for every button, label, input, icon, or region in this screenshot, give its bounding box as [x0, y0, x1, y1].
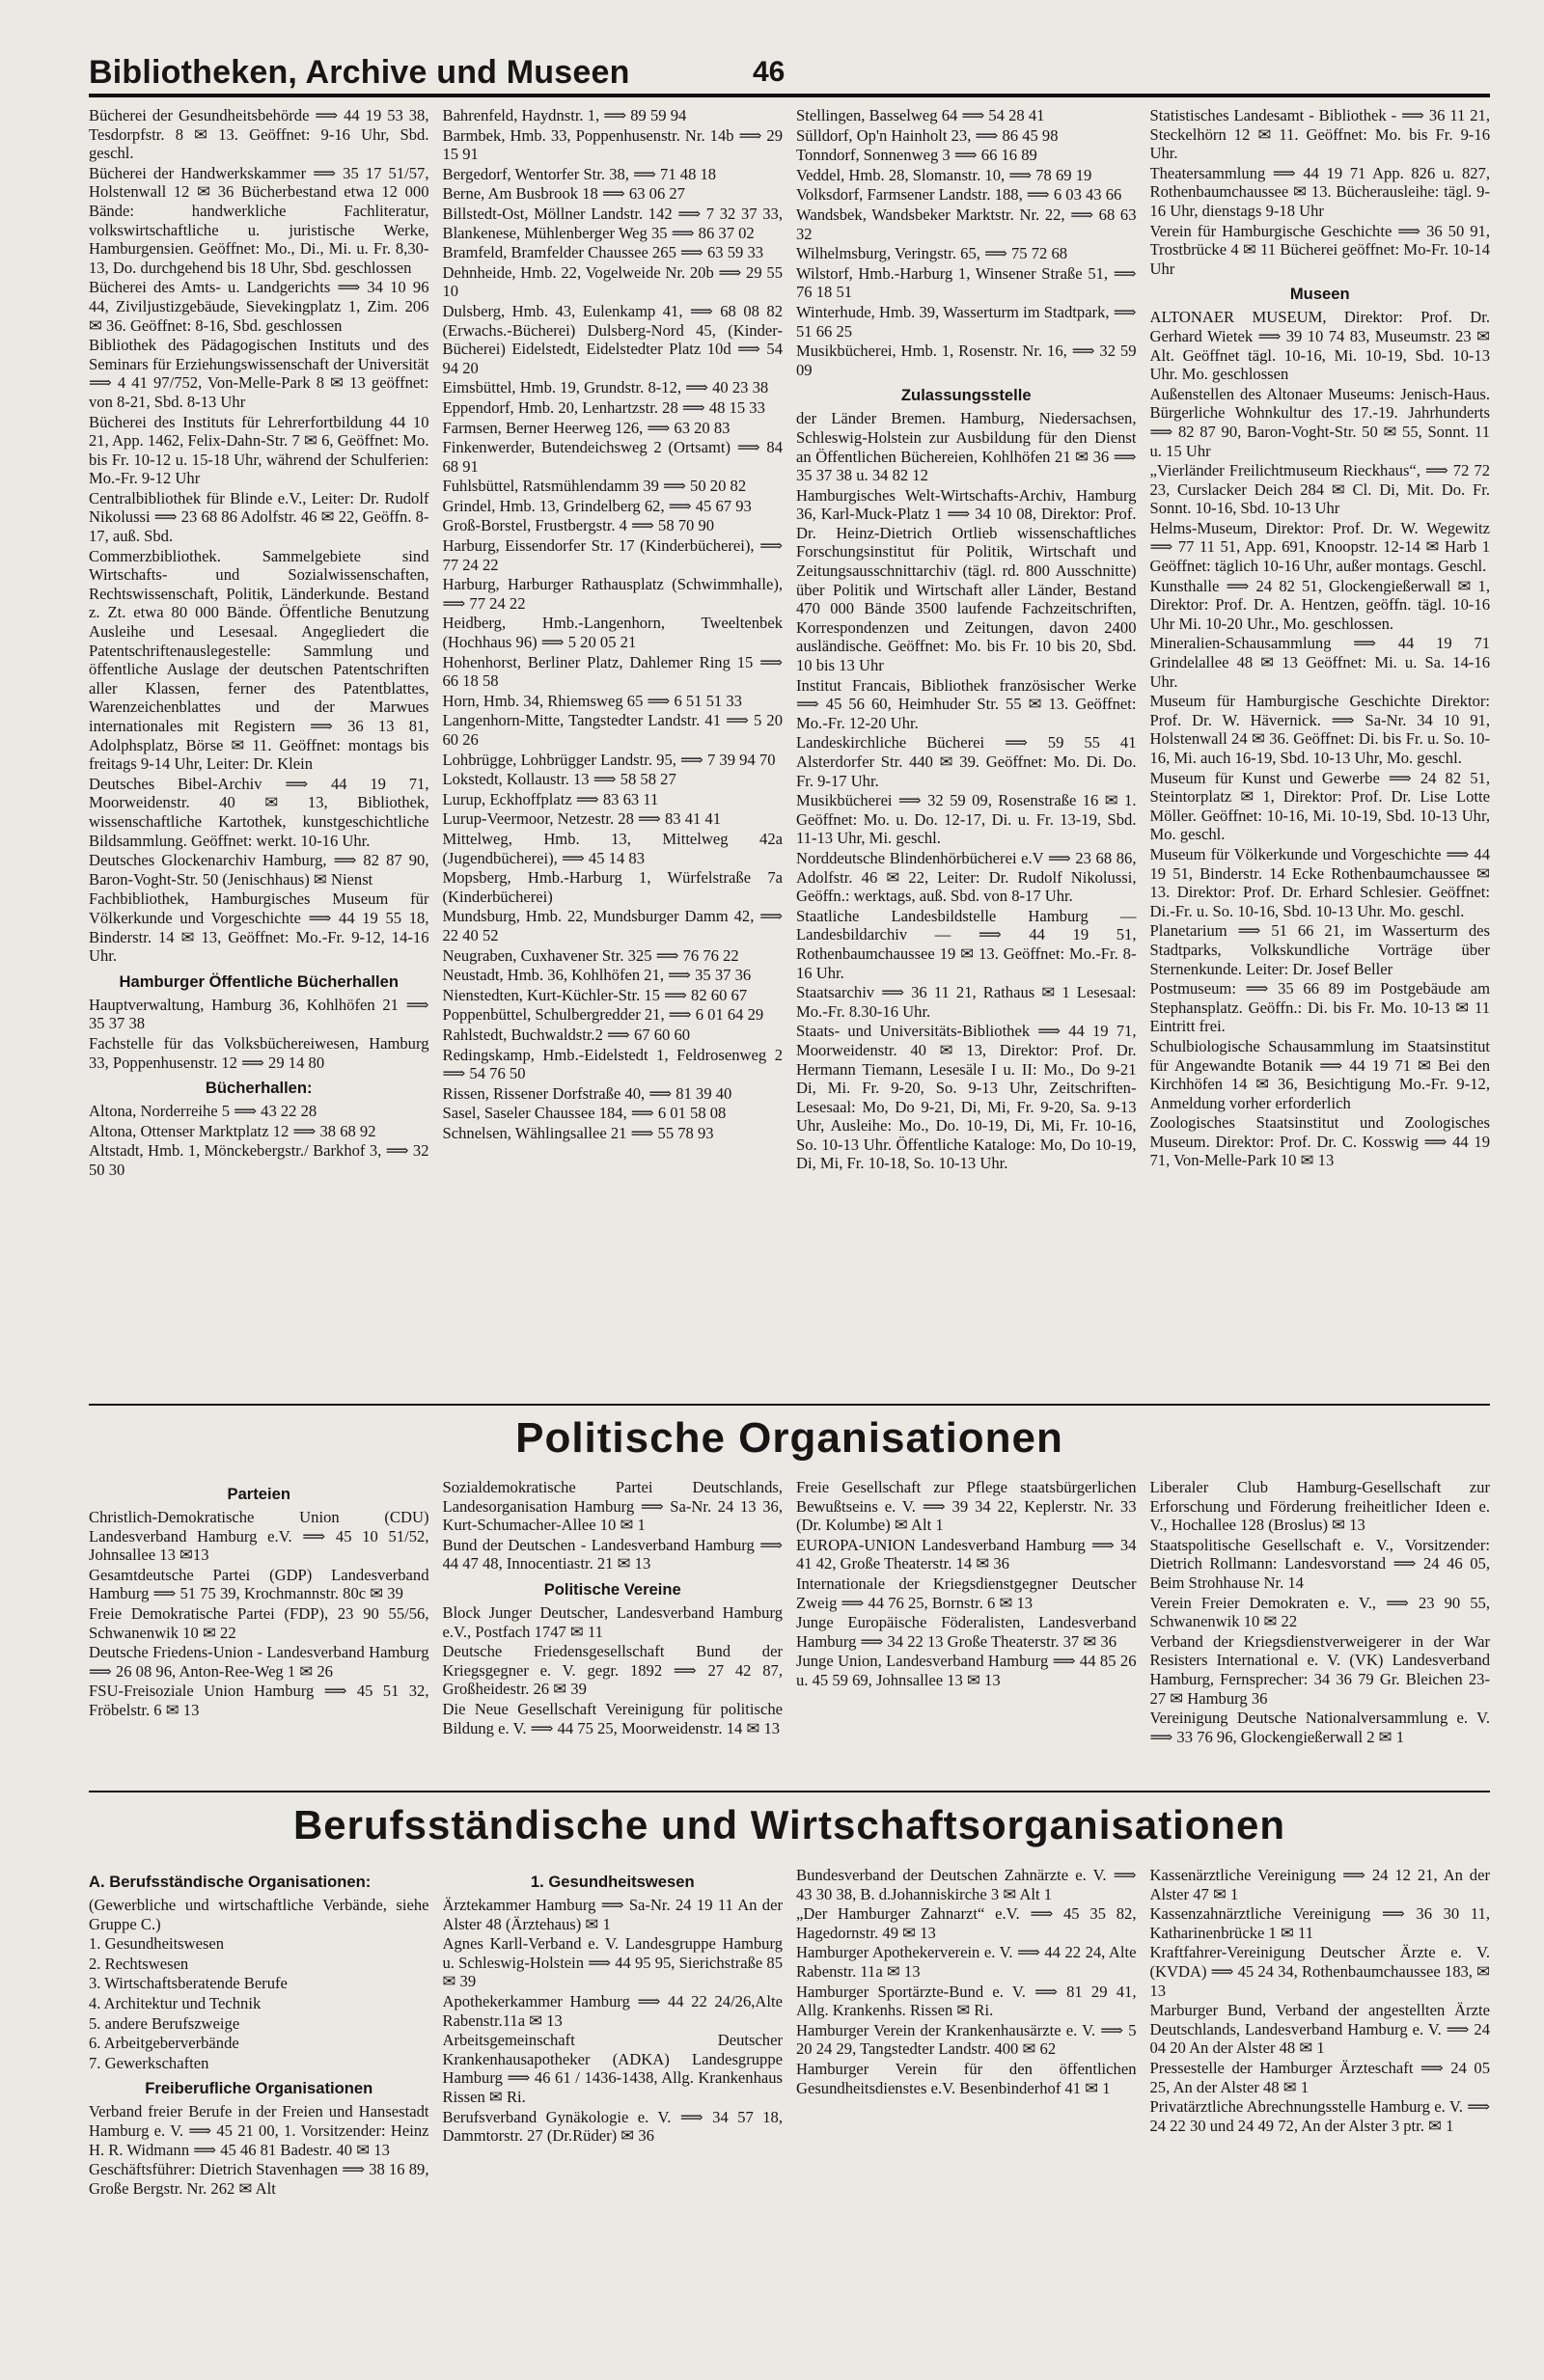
directory-entry: Liberaler Club Hamburg-Gesellschaft zur Erforschung und Förderung freiheitlicher Ideen e. V., Hochallee 128 (Broslus) ✉ 13 — [1149, 1478, 1490, 1535]
directory-entry: Centralbibliothek für Blinde e.V., Leiter: Dr. Rudolf Nikolussi ⟹ 23 68 86 Adolfstr. 46 ✉ 22, Geöffn. 8-17, auß. Sbd. — [89, 488, 429, 546]
directory-entry: Eimsbüttel, Hmb. 19, Grundstr. 8-12, ⟹ 40 23 38 — [442, 378, 769, 397]
directory-entry: Dehnheide, Hmb. 22, Vogelweide Nr. 20b ⟹ 29 55 10 — [442, 262, 783, 301]
directory-entry: Landeskirchliche Bücherei ⟹ 59 55 41 Alsterdorfer Str. 440 ✉ 39. Geöffnet: Mo. Di. Do. Fr. 9-17 Uhr. — [796, 733, 1137, 790]
directory-entry: Rissen, Rissener Dorfstraße 40, ⟹ 81 39 40 — [442, 1083, 732, 1103]
directory-entry: Hamburger Verein für den öffentlichen Gesundheitsdienstes e.V. Besenbinderhof 41 ✉ 1 — [796, 2059, 1137, 2097]
text-column — [1150, 106, 1491, 1399]
subheading: A. Berufsständische Organisationen: — [89, 1873, 372, 1891]
directory-entry: Ärztekammer Hamburg ⟹ Sa-Nr. 24 19 11 An der Alster 48 (Ärztehaus) ✉ 1 — [442, 1896, 783, 1933]
directory-entry: Junge Europäische Föderalisten, Landesverband Hamburg ⟹ 34 22 13 Große Theaterstr. 37 ✉ 36 — [796, 1613, 1137, 1651]
directory-entry: Harburg, Eissendorfer Str. 17 (Kinderbücherei), ⟹ 77 24 22 — [442, 536, 783, 574]
directory-entry: Barmbek, Hmb. 33, Poppenhusenstr. Nr. 14b ⟹ 29 15 91 — [442, 125, 783, 164]
section-rule-1 — [89, 1404, 1490, 1406]
directory-entry: Bund der Deutschen - Landesverband Hamburg ⟹ 44 47 48, Innocentiastr. 21 ✉ 13 — [442, 1535, 783, 1573]
directory-entry: Zoologisches Staatsinstitut und Zoologisches Museum. Direktor: Prof. Dr. C. Kosswig ⟹ 44 19 71, Von-Melle-Park 10 ✉ 13 — [1149, 1113, 1490, 1170]
directory-entry: Heidberg, Hmb.-Langenhorn, Tweeltenbek (Hochhaus 96) ⟹ 5 20 05 21 — [442, 614, 783, 652]
directory-entry: Deutsche Friedens-Union - Landesverband Hamburg ⟹ 26 08 96, Anton-Ree-Weg 1 ✉ 26 — [89, 1643, 429, 1681]
subheading: 1. Gesundheitswesen — [530, 1873, 695, 1891]
directory-entry: Hamburger Apothekerverein e. V. ⟹ 44 22 24, Alte Rabenstr. 11a ✉ 13 — [796, 1943, 1137, 1981]
directory-entry: Wandsbek, Wandsbeker Marktstr. Nr. 22, ⟹ 68 63 32 — [796, 205, 1137, 243]
directory-entry: ALTONAER MUSEUM, Direktor: Prof. Dr. Gerhard Wietek ⟹ 39 10 74 83, Museumstr. 23 ✉ Alt. Geöffnet tägl. 10-16, Mi. 10-19, Sbd. 10-13 Uhr. Mo. geschlossen — [1149, 308, 1490, 384]
directory-entry: Kraftfahrer-Vereinigung Deutscher Ärzte e. V. (KVDA) ⟹ 45 24 34, Rothenbaumchaussee 183, ✉ 13 — [1149, 1943, 1490, 2000]
directory-entry: Hohenhorst, Berliner Platz, Dahlemer Ring 15 ⟹ 66 18 58 — [442, 652, 783, 691]
text-column — [443, 1866, 784, 2363]
subheading: Politische Vereine — [543, 1579, 681, 1599]
directory-entry: Privatärztliche Abrechnungsstelle Hamburg e. V. ⟹ 24 22 30 und 24 49 72, An der Alster 3 ptr. ✉ 1 — [1149, 2097, 1490, 2135]
directory-entry: Bergedorf, Wentorfer Str. 38, ⟹ 71 48 18 — [442, 164, 717, 183]
directory-entry: Sasel, Saseler Chaussee 184, ⟹ 6 01 58 08 — [442, 1104, 727, 1123]
page-header — [89, 44, 1488, 93]
directory-entry: Verein für Hamburgische Geschichte ⟹ 36 50 91, Trostbrücke 4 ✉ 11 Bücherei geöffnet: Mo-Fr. 10-14 Uhr — [1149, 221, 1490, 278]
libraries-columns — [89, 106, 1490, 1399]
text-column — [1150, 1478, 1491, 1789]
professional-columns — [89, 1866, 1490, 2363]
directory-entry: Stellingen, Basselweg 64 ⟹ 54 28 41 — [796, 106, 1045, 124]
subheading: Bücherhallen: — [205, 1079, 313, 1098]
directory-entry: Schulbiologische Schausammlung im Staatsinstitut für Angewandte Botanik ⟹ 44 19 71 ✉ Bei den Kirchhöfen 14 ✉ 36, Besichtigung Mo.-Fr. 9-12, Anmeldung vorher erforderlich — [1149, 1036, 1490, 1112]
directory-entry: Apothekerkammer Hamburg ⟹ 44 22 24/26,Alte Rabenstr.11a ✉ 13 — [442, 1991, 783, 2030]
directory-entry: 1. Gesundheitswesen — [89, 1934, 225, 1954]
directory-entry: Statistisches Landesamt - Bibliothek - ⟹ 36 11 21, Steckelhörn 12 ✉ 11. Geöffnet: Mo. bis Fr. 9-16 Uhr. — [1149, 106, 1490, 163]
directory-entry: Kassenzahnärztliche Vereinigung ⟹ 36 30 11, Katharinenbrücke 1 ✉ 11 — [1149, 1904, 1490, 1942]
directory-entry: Hamburgisches Welt-Wirtschafts-Archiv, Hamburg 36, Karl-Muck-Platz 1 ⟹ 34 10 08, Direktor: Prof. Dr. Heinz-Dietrich Ortlieb wissenschaftliches Forschungsinstitut für Politik, Wirtschaft und Zeitungsausschnittarchiv (tägl. rd. 800 Ausschnitte) über Politik und Wirtschaft aller Länder, Bestand 470 000 Bände 3500 laufende Fachzeitschriften, Korrespondenzen und Zeitungen, davon 2400 ausländische. Geöffnet: Mo. bis Fr. 10 bis 20, Sbd. 10 bis 13 Uhr — [796, 485, 1137, 675]
directory-entry: Bramfeld, Bramfelder Chaussee 265 ⟹ 63 59 33 — [442, 243, 764, 262]
directory-entry: Wilhelmsburg, Veringstr. 65, ⟹ 75 72 68 — [796, 244, 1068, 263]
directory-entry: Arbeitsgemeinschaft Deutscher Krankenhausapotheker (ADKA) Landesgruppe Hamburg ⟹ 46 61 / 1436-1438, Allg. Krankenhaus Rissen ✉ Ri. — [442, 2031, 783, 2106]
directory-entry: Gesamtdeutsche Partei (GDP) Landesverband Hamburg ⟹ 51 75 39, Krochmannstr. 80c ✉ 39 — [89, 1565, 429, 1603]
directory-entry: Bibliothek des Pädagogischen Instituts und des Seminars für Erziehungswissenschaft der Universität ⟹ 4 41 97/752, Von-Melle-Park 8 ✉ 13 geöffnet: von 8-21, Sbd. 8-13 Uhr — [89, 336, 429, 411]
directory-entry: Groß-Borstel, Frustbergstr. 4 ⟹ 58 70 90 — [442, 516, 715, 535]
directory-entry: Bücherei des Instituts für Lehrerfortbildung 44 10 21, App. 1462, Felix-Dahn-Str. 7 ✉ 6, Geöffnet: Mo. bis Fr. 10-12 u. 15-18 Uhr, während der Schulferien: Mo.-Fr. 9-12 Uhr — [89, 412, 429, 488]
directory-entry: Internationale der Kriegsdienstgegner Deutscher Zweig ⟹ 44 76 25, Bornstr. 6 ✉ 13 — [796, 1573, 1137, 1612]
political-section — [89, 1478, 1490, 1789]
directory-entry: Bücherei der Gesundheitsbehörde ⟹ 44 19 53 38, Tesdorpfstr. 8 ✉ 13. Geöffnet: 9-16 Uhr, Sbd. geschl. — [89, 106, 429, 163]
directory-entry: Hamburger Sportärzte-Bund e. V. ⟹ 81 29 41, Allg. Krankenhs. Rissen ✉ Ri. — [796, 1982, 1137, 2020]
directory-entry: Freie Demokratische Partei (FDP), 23 90 55/56, Schwanenwik 10 ✉ 22 — [89, 1603, 429, 1642]
directory-entry: Eppendorf, Hmb. 20, Lenhartzstr. 28 ⟹ 48 15 33 — [442, 397, 765, 417]
subheading: Freiberufliche Organisationen — [145, 2079, 373, 2098]
text-column — [1150, 1866, 1491, 2363]
directory-entry: Rahlstedt, Buchwaldstr.2 ⟹ 67 60 60 — [442, 1025, 691, 1044]
directory-entry: Bahrenfeld, Haydnstr. 1, ⟹ 89 59 94 — [442, 106, 687, 124]
directory-entry: Helms-Museum, Direktor: Prof. Dr. W. Wegewitz ⟹ 77 11 51, App. 691, Knoopstr. 12-14 ✉ Harb 1 Geöffnet: täglich 10-16 Uhr, außer montags. Geschl. — [1149, 518, 1490, 576]
text-column — [796, 1866, 1137, 2363]
directory-entry: Junge Union, Landesverband Hamburg ⟹ 44 85 26 u. 45 59 69, Johnsallee 13 ✉ 13 — [796, 1652, 1137, 1689]
political-columns — [89, 1478, 1490, 1789]
directory-entry: Agnes Karll-Verband e. V. Landesgruppe Hamburg u. Schleswig-Holstein ⟹ 44 95 95, Sierichstraße 85 ✉ 39 — [442, 1934, 783, 1991]
directory-entry: Fachbibliothek, Hamburgisches Museum für Völkerkunde und Vorgeschichte ⟹ 44 19 55 18, Binderstr. 14 ✉ 13, Geöffnet: Mo.-Fr. 9-12, 14-16 Uhr. — [89, 889, 429, 966]
directory-entry: Planetarium ⟹ 51 66 21, im Wasserturm des Stadtparks, Volkskundliche Vorträge über Sternenkunde. Leiter: Dr. Josef Beller — [1149, 921, 1490, 978]
directory-entry: Redingskamp, Hmb.-Eidelstedt 1, Feldrosenweg 2 ⟹ 54 76 50 — [442, 1045, 783, 1083]
directory-entry: Neustadt, Hmb. 36, Kohlhöfen 21, ⟹ 35 37 36 — [442, 966, 752, 985]
directory-entry: Verein Freier Demokraten e. V., ⟹ 23 90 55, Schwanenwik 10 ✉ 22 — [1149, 1593, 1490, 1631]
directory-entry: Langenhorn-Mitte, Tangstedter Landstr. 41 ⟹ 5 20 60 26 — [442, 711, 783, 749]
directory-entry: Staats- und Universitäts-Bibliothek ⟹ 44 19 71, Moorweidenstr. 40 ✉ 13, Direktor: Prof. Dr. Hermann Tiemann, Lesesäle I u. II: Mo., Do 9-21 Di, Mi. Fr. 9-20, So. 9-13 Uhr, Zeitschriften-Lesesaal: Mo, Do 9-21, Di, Mi, Fr. 9-20, Sa. 9-13 Uhr, Ausleihe: Mo., Do. 10-19, Di, Mi, Fr. 10-16, So. 10-13 Uhr. Öffentliche Kataloge: Mo, Do 10-19, Di, Mi, Fr. 10-18, So. 10-13 Uhr. — [796, 1022, 1137, 1173]
directory-entry: Altona, Ottenser Marktplatz 12 ⟹ 38 68 92 — [89, 1121, 376, 1140]
libraries-section — [89, 106, 1490, 1399]
directory-entry: Hamburger Verein der Krankenhausärzte e. V. ⟹ 5 20 24 29, Tangstedter Landstr. 400 ✉ 62 — [796, 2020, 1137, 2059]
directory-entry: (Gewerbliche und wirtschaftliche Verbände, siehe Gruppe C.) — [89, 1896, 429, 1933]
directory-entry: Hauptverwaltung, Hamburg 36, Kohlhöfen 21 ⟹ 35 37 38 — [89, 995, 429, 1033]
directory-entry: Marburger Bund, Verband der angestellten Ärzte Deutschlands, Landesverband Hamburg e. V. ⟹ 24 04 20 An der Alster 48 ✉ 1 — [1149, 2001, 1490, 2058]
directory-entry: Musikbücherei ⟹ 32 59 09, Rosenstraße 16 ✉ 1. Geöffnet: Mo. u. Do. 12-17, Di. u. Fr. 13-19, Sbd. 11-13 Uhr, Mi. geschl. — [796, 791, 1137, 848]
subheading: Hamburger Öffentliche Bücherhallen — [119, 971, 400, 991]
directory-entry: Lurup, Eckhoffplatz ⟹ 83 63 11 — [442, 789, 659, 808]
text-column — [89, 1866, 429, 2363]
directory-entry: 3. Wirtschaftsberatende Berufe — [89, 1974, 288, 1993]
directory-entry: Lokstedt, Kollaustr. 13 ⟹ 58 58 27 — [442, 770, 676, 789]
text-column — [89, 1478, 429, 1789]
directory-entry: Farmsen, Berner Heerweg 126, ⟹ 63 20 83 — [442, 418, 731, 437]
subheading: Zulassungsstelle — [900, 386, 1032, 405]
directory-entry: Museum für Hamburgische Geschichte Direktor: Prof. Dr. W. Hävernick. ⟹ Sa-Nr. 34 10 91, Holstenwall 24 ✉ 36. Geöffnet: Di. bis Fr. u. So. 10-16, Mi. auch 16-19, Sbd. 10-13 Uhr, Mo. geschl. — [1149, 692, 1490, 767]
directory-entry: Kunsthalle ⟹ 24 82 51, Glockengießerwall ✉ 1, Direktor: Prof. Dr. A. Hentzen, geöffn. tägl. 10-16 Uhr Mi. 10-20 Uhr., Mo. geschlossen. — [1149, 576, 1490, 633]
directory-entry: Verband freier Berufe in der Freien und Hansestadt Hamburg e. V. ⟹ 45 21 00, 1. Vorsitzender: Heinz H. R. Widmann ⟹ 45 46 81 Badestr. 40 ✉ 13 — [89, 2102, 429, 2159]
directory-entry: Horn, Hmb. 34, Rhiemsweg 65 ⟹ 6 51 51 33 — [442, 691, 742, 710]
directory-entry: Deutsche Friedensgesellschaft Bund der Kriegsgegner e. V. gegr. 1892 ⟹ 27 42 87, Großheidestr. 26 ✉ 39 — [442, 1642, 783, 1699]
directory-entry: Fachstelle für das Volksbüchereiwesen, Hamburg 33, Poppenhusenstr. 12 ⟹ 29 14 80 — [89, 1033, 429, 1072]
directory-entry: Staatliche Landesbildstelle Hamburg — Landesbildarchiv — ⟹ 44 19 51, Rothenbaumchaussee 19 ✉ 13. Geöffnet: Mo.-Fr. 8-16 Uhr. — [796, 906, 1137, 982]
directory-entry: EUROPA-UNION Landesverband Hamburg ⟹ 34 41 42, Große Theaterstr. 14 ✉ 36 — [796, 1535, 1137, 1573]
text-column — [796, 106, 1137, 1399]
directory-entry: Bücherei des Amts- u. Landgerichts ⟹ 34 10 96 44, Ziviljustizgebäude, Sievekingplatz 1, Zim. 206 ✉ 36. Geöffnet: 8-16, Sbd. geschlossen — [89, 278, 429, 335]
directory-entry: Verband der Kriegsdienstverweigerer in der War Resisters International e. V. (VK) Landesverband Hamburg, Fernsprecher: 34 36 79 Gr. Bleichen 23-27 ✉ Hamburg 36 — [1149, 1631, 1490, 1708]
directory-entry: Institut Francais, Bibliothek französischer Werke ⟹ 45 56 60, Heimhuder Str. 55 ✉ 13. Geöffnet: Mo.-Fr. 12-20 Uhr. — [796, 675, 1137, 732]
directory-entry: Bundesverband der Deutschen Zahnärzte e. V. ⟹ 43 30 38, B. d.Johanniskirche 3 ✉ Alt 1 — [796, 1866, 1137, 1903]
directory-entry: Deutsches Glockenarchiv Hamburg, ⟹ 82 87 90, Baron-Voght-Str. 50 (Jenischhaus) ✉ Nienst — [89, 851, 429, 889]
directory-entry: Veddel, Hmb. 28, Slomanstr. 10, ⟹ 78 69 19 — [796, 165, 1092, 184]
directory-entry: Bücherei der Handwerkskammer ⟹ 35 17 51/57, Holstenwall 12 ✉ 36 Bücherbestand etwa 12 000 Bände: handwerkliche Fachliteratur, volkswirtschaftliche u. juristische Werke, Hamburgensien. Geöffnet: Mo., Di., Mi. u. Fr. 8,30-13, Do. durchgehend bis 18 Uhr, Sbd. geschlossen — [89, 163, 429, 277]
directory-entry: Grindel, Hmb. 13, Grindelberg 62, ⟹ 45 67 93 — [442, 496, 752, 515]
directory-entry: 4. Architektur und Technik — [89, 1993, 262, 2012]
directory-entry: Mopsberg, Hmb.-Harburg 1, Würfelstraße 7a (Kinderbücherei) — [442, 868, 783, 906]
subheading: Museen — [1289, 285, 1350, 304]
directory-entry: Finkenwerder, Butendeichsweg 2 (Ortsamt) ⟹ 84 68 91 — [442, 438, 783, 476]
directory-entry: 6. Arbeitgeberverbände — [89, 2034, 239, 2053]
directory-entry: Mundsburg, Hmb. 22, Mundsburger Damm 42, ⟹ 22 40 52 — [442, 907, 783, 944]
directory-entry: „Der Hamburger Zahnarzt“ e.V. ⟹ 45 35 82, Hagedornstr. 49 ✉ 13 — [796, 1904, 1137, 1942]
directory-entry: Poppenbüttel, Schulbergredder 21, ⟹ 6 01 64 29 — [442, 1005, 764, 1025]
directory-entry: Mineralien-Schausammlung ⟹ 44 19 71 Grindelallee 48 ✉ 13 Geöffnet: Mi. u. Sa. 14-16 Uhr. — [1149, 634, 1490, 691]
directory-entry: Winterhude, Hmb. 39, Wasserturm im Stadtpark, ⟹ 51 66 25 — [796, 302, 1137, 341]
directory-entry: Museum für Kunst und Gewerbe ⟹ 24 82 51, Steintorplatz ✉ 1, Direktor: Prof. Dr. Lise Lotte Möller. Geöffnet: 10-16, Mi. 10-19, Sbd. 10-13 Uhr, Mo. geschl. — [1149, 768, 1490, 844]
directory-entry: Geschäftsführer: Dietrich Stavenhagen ⟹ 38 16 89, Große Bergstr. Nr. 262 ✉ Alt — [89, 2160, 429, 2198]
directory-entry: „Vierländer Freilichtmuseum Rieckhaus“, ⟹ 72 72 23, Curslacker Deich 284 ✉ Cl. Di, Mit. Do. Fr. Sonnt. 10-16, Sbd. 10-13 Uhr — [1149, 461, 1490, 518]
directory-entry: 7. Gewerkschaften — [89, 2053, 209, 2072]
header-rule — [89, 94, 1490, 97]
directory-entry: Kassenärztliche Vereinigung ⟹ 24 12 21, An der Alster 47 ✉ 1 — [1149, 1866, 1490, 1903]
directory-entry: Altstadt, Hmb. 1, Mönckebergstr./ Barkhof 3, ⟹ 32 50 30 — [89, 1141, 429, 1179]
directory-entry: Staatspolitische Gesellschaft e. V., Vorsitzender: Dietrich Rollmann: Landesvorstand ⟹ 24 46 05, Beim Strohhause Nr. 14 — [1149, 1535, 1490, 1592]
political-organisations-heading: Politische Organisationen — [515, 1414, 1063, 1462]
directory-entry: Fuhlsbüttel, Ratsmühlendamm 39 ⟹ 50 20 82 — [442, 477, 747, 496]
directory-entry: 2. Rechtswesen — [89, 1954, 189, 1973]
directory-entry: Postmuseum: ⟹ 35 66 89 im Postgebäude am Stephansplatz. Geöffn.: Di. bis Fr. Mo. 10-13 ✉ 11 Eintritt frei. — [1149, 979, 1490, 1036]
text-column — [89, 106, 429, 1399]
directory-entry: Die Neue Gesellschaft Vereinigung für politische Bildung e. V. ⟹ 44 75 25, Moorweidenstr. 14 ✉ 13 — [442, 1699, 783, 1737]
directory-entry: Schnelsen, Wählingsallee 21 ⟹ 55 78 93 — [442, 1123, 714, 1142]
directory-entry: Block Junger Deutscher, Landesverband Hamburg e.V., Postfach 1747 ✉ 11 — [442, 1602, 783, 1641]
directory-entry: Norddeutsche Blindenhörbücherei e.V ⟹ 23 68 86, Adolfstr. 46 ✉ 22, Leiter: Dr. Rudolf Nikolussi, Geöffn.: werktags, auß. Sbd. von 8-17 Uhr. — [796, 848, 1137, 906]
directory-entry: der Länder Bremen. Hamburg, Niedersachsen, Schleswig-Holstein zur Ausbildung für den Dienst an Öffentlichen Büchereien, Kohlhöfen 21 ✉ 36 ⟹ 35 37 38 u. 34 82 12 — [796, 409, 1137, 485]
text-column — [443, 106, 784, 1399]
directory-entry: Theatersammlung ⟹ 44 19 71 App. 826 u. 827, Rothenbaumchaussee ✉ 13. Bücherausleihe: tägl. 9-16 Uhr, dienstags 9-18 Uhr — [1149, 163, 1490, 220]
directory-entry: Altona, Norderreihe 5 ⟹ 43 22 28 — [89, 1102, 317, 1121]
page-number: 46 — [753, 56, 786, 88]
directory-entry: Vereinigung Deutsche Nationalversammlung e. V. ⟹ 33 76 96, Glockengießerwall 2 ✉ 1 — [1149, 1709, 1490, 1746]
subheading: Parteien — [227, 1485, 290, 1503]
directory-entry: 5. andere Berufszweige — [89, 2013, 240, 2033]
directory-entry: Tonndorf, Sonnenweg 3 ⟹ 66 16 89 — [796, 146, 1037, 165]
text-column — [796, 1478, 1137, 1789]
directory-entry: Lohbrügge, Lohbrügger Landstr. 95, ⟹ 7 39 94 70 — [442, 750, 776, 769]
directory-entry: Dulsberg, Hmb. 43, Eulenkamp 41, ⟹ 68 08 82 (Erwachs.-Bücherei) Dulsberg-Nord 45, (Kinder-Bücherei) Eidelstedt, Eidelstedter Platz 10d ⟹ 54 94 20 — [442, 301, 783, 377]
directory-entry: Sozialdemokratische Partei Deutschlands, Landesorganisation Hamburg ⟹ Sa-Nr. 24 13 36, Kurt-Schumacher-Allee 10 ✉ 1 — [442, 1478, 783, 1535]
text-column — [443, 1478, 784, 1789]
directory-entry: FSU-Freisoziale Union Hamburg ⟹ 45 51 32, Fröbelstr. 6 ✉ 13 — [89, 1682, 429, 1719]
directory-entry: Museum für Völkerkunde und Vorgeschichte ⟹ 44 19 51, Binderstr. 14 Ecke Rothenbaumchaussee ✉ 13. Direktor: Prof. Dr. Erhard Schlesier. Geöffnet: Di.-Fr. u. So. 10-16, Sbd. 10-13 Uhr. Mo. geschl. — [1149, 844, 1490, 920]
directory-entry: Außenstellen des Altonaer Museums: Jenisch-Haus. Bürgerliche Wohnkultur des 17.-19. Jahrhunderts ⟹ 82 87 90, Baron-Voght-Str. 50 ✉ 55, Sonnt. 11 u. 15 Uhr — [1149, 384, 1490, 460]
directory-entry: Harburg, Harburger Rathausplatz (Schwimmhalle), ⟹ 77 24 22 — [442, 575, 783, 613]
directory-entry: Lurup-Veermoor, Netzestr. 28 ⟹ 83 41 41 — [442, 809, 722, 829]
page-title: Bibliotheken, Archive und Museen — [89, 54, 630, 91]
directory-entry: Volksdorf, Farmsener Landstr. 188, ⟹ 6 03 43 66 — [796, 185, 1122, 205]
directory-entry: Pressestelle der Hamburger Ärzteschaft ⟹ 24 05 25, An der Alster 48 ✉ 1 — [1149, 2058, 1490, 2096]
professional-organisations-heading: Berufsständische und Wirtschaftsorganisationen — [292, 1802, 1286, 1847]
directory-entry: Nienstedten, Kurt-Küchler-Str. 15 ⟹ 82 60 67 — [442, 985, 748, 1004]
directory-entry: Berne, Am Busbrook 18 ⟹ 63 06 27 — [442, 184, 685, 204]
directory-entry: Berufsverband Gynäkologie e. V. ⟹ 34 57 18, Dammtorstr. 27 (Dr.Rüder) ✉ 36 — [442, 2107, 783, 2146]
directory-entry: Billstedt-Ost, Möllner Landstr. 142 ⟹ 7 32 37 33, Blankenese, Mühlenberger Weg 35 ⟹ 86 37 02 — [442, 204, 783, 242]
directory-entry: Mittelweg, Hmb. 13, Mittelweg 42a (Jugendbücherei), ⟹ 45 14 83 — [442, 829, 783, 867]
professional-section — [89, 1866, 1490, 2363]
directory-entry: Deutsches Bibel-Archiv ⟹ 44 19 71, Moorweidenstr. 40 ✉ 13, Bibliothek, wissenschaftliche Kartothek, kunstgeschichtliche Bildsammlung. Geöffnet: werkt. 10-16 Uhr. — [89, 774, 429, 850]
directory-entry: Wilstorf, Hmb.-Harburg 1, Winsener Straße 51, ⟹ 76 18 51 — [796, 263, 1137, 302]
directory-entry: Freie Gesellschaft zur Pflege staatsbürgerlichen Bewußtseins e. V. ⟹ 39 34 22, Keplerstr. Nr. 33 (Dr. Kolumbe) ✉ Alt 1 — [796, 1478, 1137, 1535]
directory-entry: Commerzbibliothek. Sammelgebiete sind Wirtschafts- und Sozialwissenschaften, Rechtswissenschaft, Politik, Länderkunde. Bestand z. Zt. etwa 80 000 Bände. Öffentliche Benutzung Ausleihe und Lesesaal. Angegliedert die Patentschriftenauslegestelle: Sammlung und öffentliche Auslage der deutschen Patentschriften aller Klassen, ferner des Patentblattes, Warenzeichenblattes und der Marwues internationales mit Registern ⟹ 36 13 81, Adolphsplatz, Börse ✉ 11. Geöffnet: montags bis freitags 9-14 Uhr, Leiter: Dr. Klein — [89, 546, 429, 774]
directory-entry: Neugraben, Cuxhavener Str. 325 ⟹ 76 76 22 — [442, 945, 739, 965]
directory-entry: Staatsarchiv ⟹ 36 11 21, Rathaus ✉ 1 Lesesaal: Mo.-Fr. 8.30-16 Uhr. — [796, 983, 1137, 1021]
directory-entry: Sülldorf, Op'n Hainholt 23, ⟹ 86 45 98 — [796, 125, 1059, 145]
directory-entry: Musikbücherei, Hmb. 1, Rosenstr. Nr. 16, ⟹ 32 59 09 — [796, 342, 1137, 379]
section-rule-2 — [89, 1791, 1490, 1792]
directory-entry: Christlich-Demokratische Union (CDU) Landesverband Hamburg e.V. ⟹ 45 10 51/52, Johnsallee 13 ✉13 — [89, 1508, 429, 1565]
